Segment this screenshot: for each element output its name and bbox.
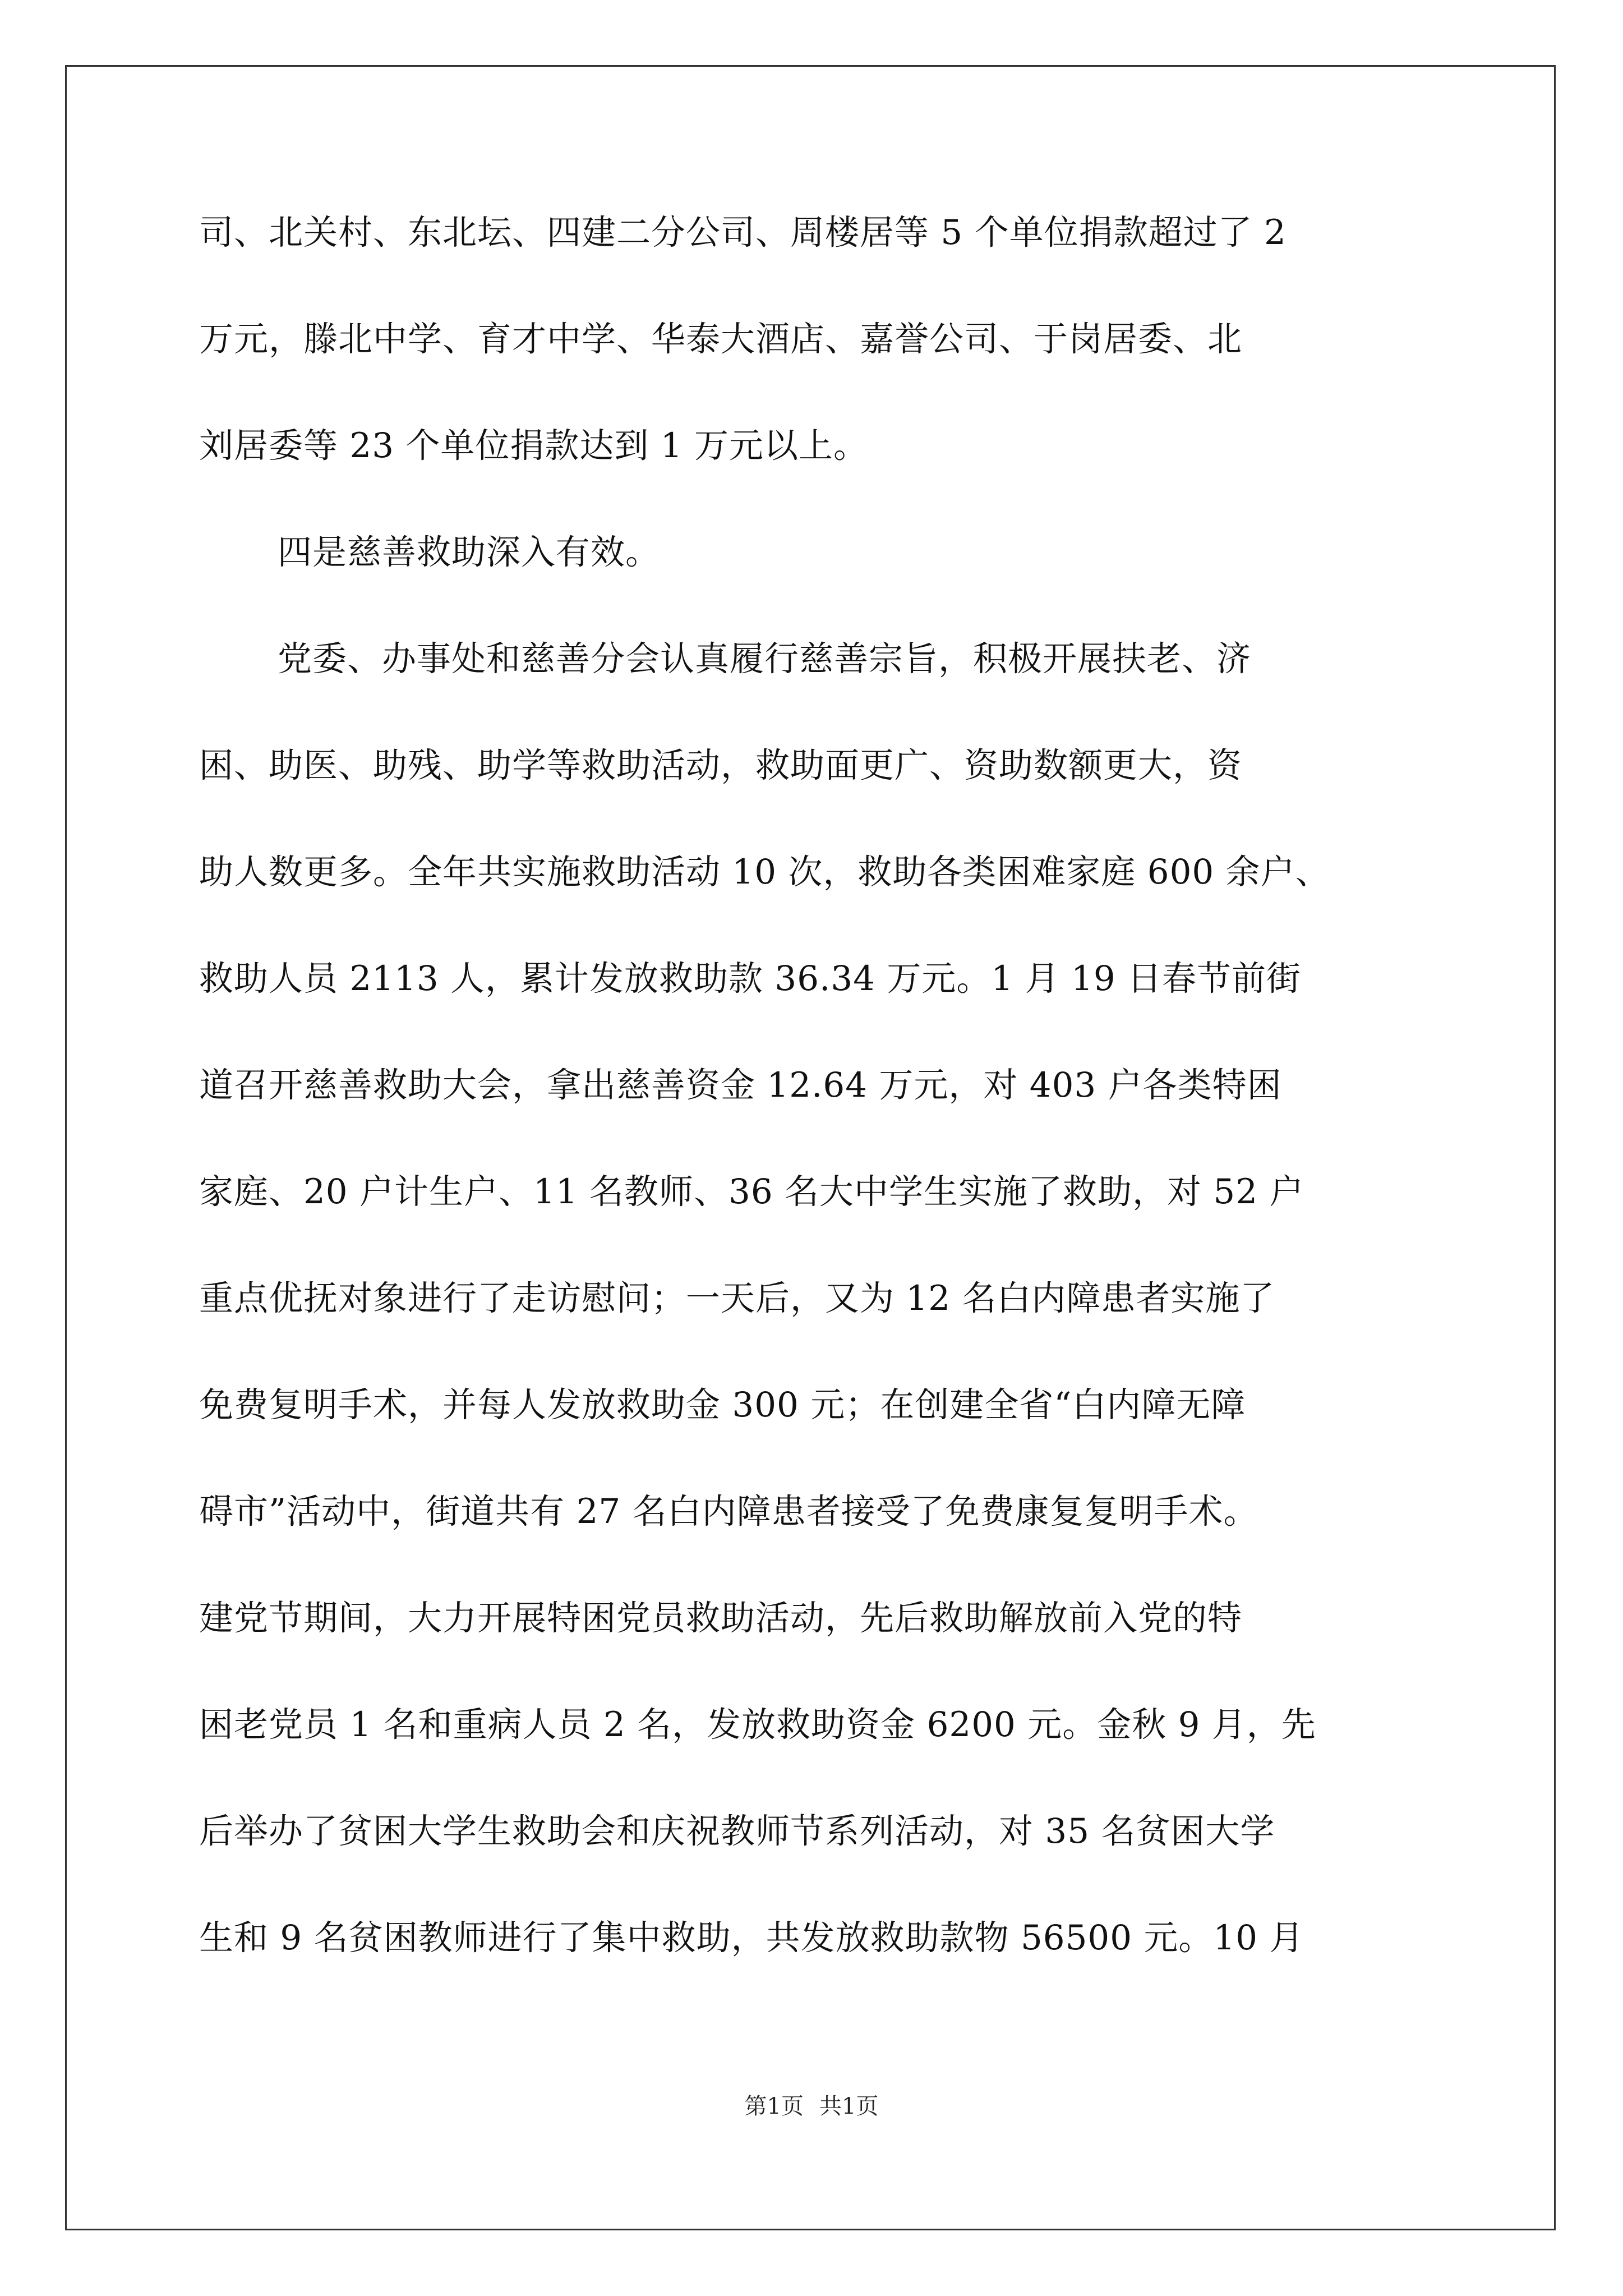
body-line: 党委、办事处和慈善分会认真履行慈善宗旨，积极开展扶老、济 <box>278 639 1252 679</box>
body-line: 重点优抚对象进行了走访慰问；一天后，又为 12 名白内障患者实施了 <box>199 1278 1275 1318</box>
body-line: 免费复明手术，并每人发放救助金 300 元；在创建全省“白内障无障 <box>199 1385 1246 1425</box>
page-number-total: 共1页 <box>819 2093 879 2119</box>
page-number-current: 第1页 <box>744 2093 804 2119</box>
body-line: 后举办了贫困大学生救助会和庆祝教师节系列活动，对 35 名贫困大学 <box>199 1811 1275 1851</box>
body-line: 生和 9 名贫困教师进行了集中救助，共发放救助款物 56500 元。10 月 <box>199 1918 1304 1958</box>
body-line: 道召开慈善救助大会，拿出慈善资金 12.64 万元，对 403 户各类特困 <box>199 1065 1282 1105</box>
body-line: 救助人员 2113 人，累计发放救助款 36.34 万元。1 月 19 日春节前街 <box>199 959 1302 999</box>
body-line: 碍市”活动中，街道共有 27 名白内障患者接受了免费康复复明手术。 <box>199 1492 1258 1531</box>
body-line: 刘居委等 23 个单位捐款达到 1 万元以上。 <box>199 426 868 466</box>
body-line: 困、助医、助残、助学等救助活动，救助面更广、资助数额更大，资 <box>199 746 1243 785</box>
page-footer <box>0 2090 1623 2123</box>
body-line: 万元，滕北中学、育才中学、华泰大酒店、嘉誉公司、于岗居委、北 <box>199 319 1243 359</box>
body-line: 建党节期间，大力开展特困党员救助活动，先后救助解放前入党的特 <box>199 1598 1243 1638</box>
body-line: 助人数更多。全年共实施救助活动 10 次，救助各类困难家庭 600 余户、 <box>199 852 1330 892</box>
body-line: 司、北关村、东北坛、四建二分公司、周楼居等 5 个单位捐款超过了 2 <box>199 213 1287 252</box>
body-line: 困老党员 1 名和重病人员 2 名，发放救助资金 6200 元。金秋 9 月，先 <box>199 1705 1316 1745</box>
body-line: 家庭、20 户计生户、11 名教师、36 名大中学生实施了救助，对 52 户 <box>199 1172 1304 1212</box>
section-heading: 四是慈善救助深入有效。 <box>278 532 661 572</box>
